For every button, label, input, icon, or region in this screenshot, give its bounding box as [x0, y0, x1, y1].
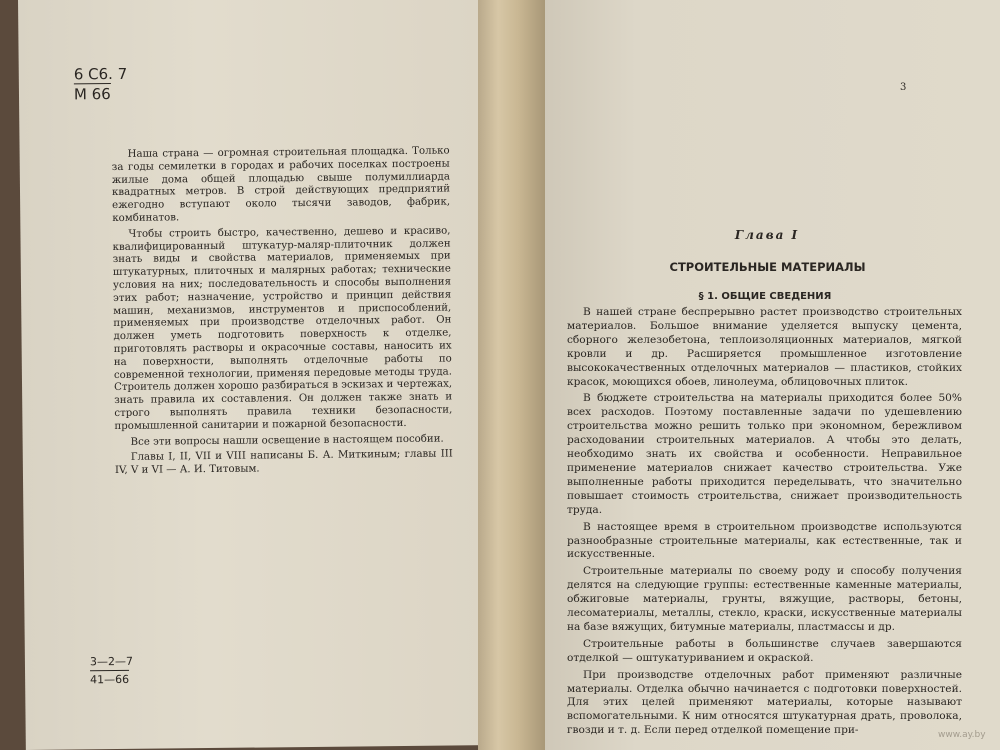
- preface-paragraph-2: Чтобы строить быстро, качественно, дешево и красиво, квалифицированный штукатур-маляр-плиточник должен знать виды и свойства материалов, применяемых при штукатурных, плиточных и малярных работах; технические условия на них; последовательность и способы выполнения этих работ; назначение, устройство и принцип действия машин, механизмов, инструментов и приспособлений, применяемых при производстве отделочных работ. Он должен уметь подготовить поверхность к отделке, приготовлять растворы и окрасочные составы, наносить их на поверхности, выполнять отделочные работы по современной технологии, применяя передовые методы труда. Строитель должен хорошо разбираться в эскизах и чертежах, знать правила их составления. Он должен также знать и строго выполнять правила техники безопасности, промышленной санитарии и пожарной безопасности.: [112, 225, 453, 432]
- right-page: [545, 0, 1000, 750]
- call-number: [74, 65, 128, 104]
- watermark: www.ay.by: [938, 730, 986, 740]
- preface-paragraph-1: Наша страна — огромная строительная площадка. Только за годы семилетки в городах и рабочих поселках построены жилые дома общей площадью свыше полумиллиарда квадратных метров. В строй действующих предприятий ежегодно вступают около тысячи заводов, фабрик, комбинатов.: [111, 145, 451, 225]
- left-page: [18, 0, 486, 750]
- body-paragraph-1: В нашей стране беспрерывно растет производство строительных материалов. Большое внимание уделяется выпуску цемента, сборного железобетона, теплоизоляционных материалов, мягкой кровли и др. Расширяется промышленное изготовление высококачественных отделочных материалов — пластиков, стойких красок, моющихся обоев, линолеума, облицовочных плиток.: [567, 306, 962, 388]
- book-spine: [478, 0, 545, 750]
- body-paragraph-6: При производстве отделочных работ применяют различные материалы. Отделка обычно начинается с подготовки поверхностей. Для этих целей применяют материалы, которые называют вспомогательными. К ним относятся штукатурная драть, проволока, гвозди и т. д. Если перед отделкой помещение при-: [567, 668, 962, 737]
- call-number-top: 6 С6. 7: [73, 64, 128, 84]
- preface-text: [112, 145, 453, 480]
- body-paragraph-5: Строительные работы в большинстве случаев завершаются отделкой — оштукатуриванием и окраской.: [567, 637, 962, 664]
- chapter-heading: Глава I: [734, 228, 800, 242]
- body-paragraph-3: В настоящее время в строительном производстве используются разнообразные строительные материалы, как естественные, так и искусственные.: [567, 520, 962, 561]
- body-paragraph-4: Строительные материалы по своему роду и способу получения делятся на следующие группы: естественные каменные материалы, обжиговые материалы, грунты, вяжущие, растворы, бетоны, лесоматериалы, металлы, стекло, краски, искусственные материалы на базе вяжущих, битумные материалы, пластмассы и др.: [567, 565, 962, 633]
- page-number: 3: [900, 82, 907, 93]
- preface-paragraph-4: Главы I, II, VII и VIII написаны Б. А. Миткиным; главы III IV, V и VI — А. И. Титовым.: [114, 448, 453, 477]
- section-heading: § 1. ОБЩИЕ СВЕДЕНИЯ: [698, 291, 832, 302]
- preface-paragraph-3: Все эти вопросы нашли освещение в настоящем пособии.: [130, 433, 444, 448]
- price-code-top: 3—2—7: [89, 654, 133, 669]
- price-code-bottom: 41—66: [90, 670, 129, 688]
- chapter-title: СТРОИТЕЛЬНЫЕ МАТЕРИАЛЫ: [669, 260, 866, 274]
- body-paragraph-2: В бюджете строительства на материалы приходится более 50% всех расходов. Поэтому поставленные задачи по удешевлению строительства можно решить только при экономном, бережливом расходовании строительных материалов. А чтобы это делать, необходимо знать их свойства и особенности. Неправильное применение материалов снижает качество строительства. Уже выполненные работы приходится переделывать, что значительно повышает стоимость строительства, снижает производительность труда.: [567, 392, 962, 516]
- body-text: [567, 306, 962, 741]
- call-number-bottom: М 66: [73, 85, 111, 104]
- price-code: [90, 654, 133, 688]
